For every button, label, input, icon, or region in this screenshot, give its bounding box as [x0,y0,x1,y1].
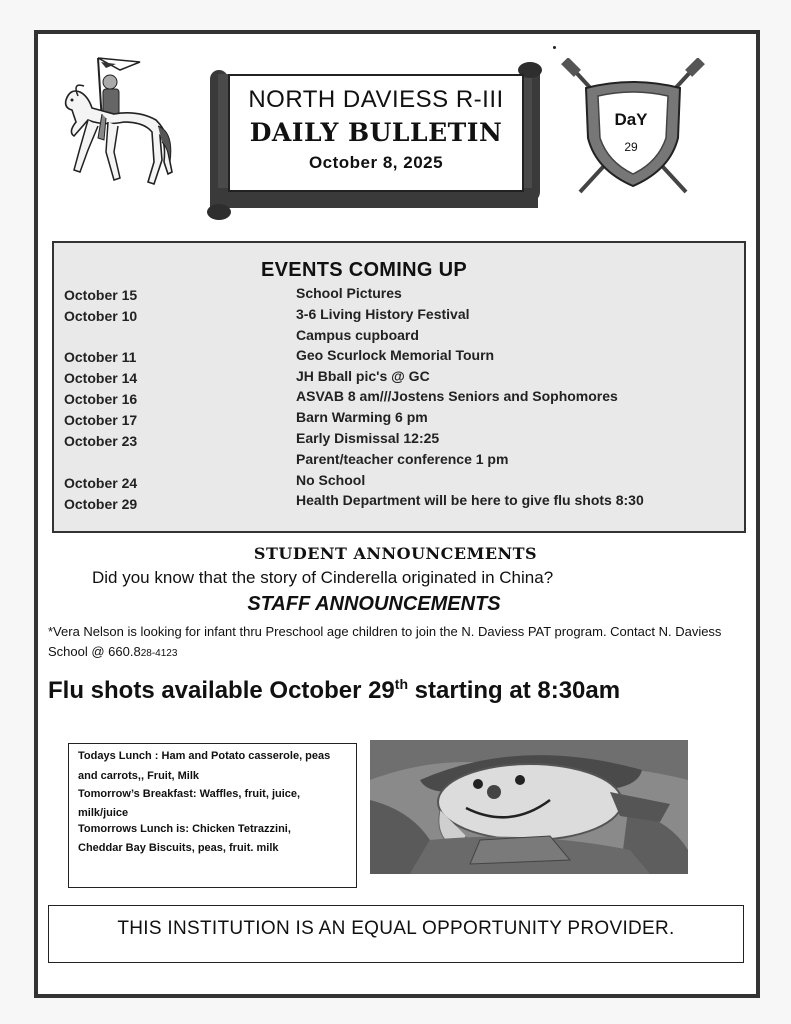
event-text: Health Department will be here to give flu shots 8:30 [296,492,644,508]
event-text: 3-6 Living History Festival [296,306,470,322]
knight-on-horse-illustration [58,52,178,202]
student-announcement-text: Did you know that the story of Cinderella originated in China? [92,568,554,587]
event-date: October 10 [64,308,138,324]
event-date: October 17 [64,412,138,428]
event-date: October 16 [64,391,138,407]
events-section [52,241,746,533]
lunch-menu-box [68,743,357,888]
speck [553,46,556,49]
flu-shots-banner [48,676,620,705]
event-text: ASVAB 8 am///Jostens Seniors and Sophomores [296,388,618,404]
event-text: Campus cupboard [296,327,419,343]
event-date: October 11 [64,349,137,365]
footer-text: THIS INSTITUTION IS AN EQUAL OPPORTUNITY PROVIDER. [117,918,675,939]
student-announcements-title: STUDENT ANNOUNCEMENTS [253,544,538,563]
lunch-line: Cheddar Bay Biscuits, peas, fruit. milk [78,842,279,854]
lunch-line: Tomorrows Lunch is: Chicken Tetrazzini, [78,823,291,835]
lunch-line: Todays Lunch : Ham and Potato casserole, peas [78,750,331,762]
equal-opportunity-notice [48,905,744,963]
school-name: NORTH DAVIESS R-III [248,86,504,113]
event-text: School Pictures [296,285,402,301]
event-date: October 23 [64,433,138,449]
event-date: October 29 [64,496,138,512]
lunch-line: Tomorrow’s Breakfast: Waffles, fruit, juice, [78,788,301,800]
staff-announcements-title: STAFF ANNOUNCEMENTS [247,593,501,615]
scarecrow-photo [370,740,688,874]
event-date: October 15 [64,287,138,303]
lunch-line: and carrots,, Fruit, Milk [78,770,200,782]
flu-banner-text: Flu shots available October 29 [48,677,395,704]
day-label: DaY [614,110,648,129]
staff-announcement-main: *Vera Nelson is looking for infant thru Preschool age children to join the N. Daviess PAT program. Contact N. Daviess School @ 660.8 [48,624,722,659]
event-date: October 24 [64,475,138,491]
event-text: Parent/teacher conference 1 pm [296,451,509,467]
event-text: Geo Scurlock Memorial Tourn [296,347,495,363]
event-text: Early Dismissal 12:25 [296,430,440,446]
flu-banner-text-end: starting at 8:30am [408,677,621,704]
staff-announcement-phone-suffix: 28-4123 [140,648,178,659]
bulletin-title: DAILY BULLETIN [249,118,503,147]
lunch-line: milk/juice [78,807,129,819]
flu-banner-superscript: th [394,676,408,692]
events-title: EVENTS COMING UP [261,259,467,281]
event-date: October 14 [64,370,138,386]
event-text: No School [296,472,366,488]
bulletin-date: October 8, 2025 [308,153,444,172]
event-text: JH Bball pic's @ GC [296,368,430,384]
event-text: Barn Warming 6 pm [296,409,428,425]
day-number: 29 [624,140,638,154]
staff-announcement-text [48,622,748,664]
bulletin-title-box [228,74,524,192]
